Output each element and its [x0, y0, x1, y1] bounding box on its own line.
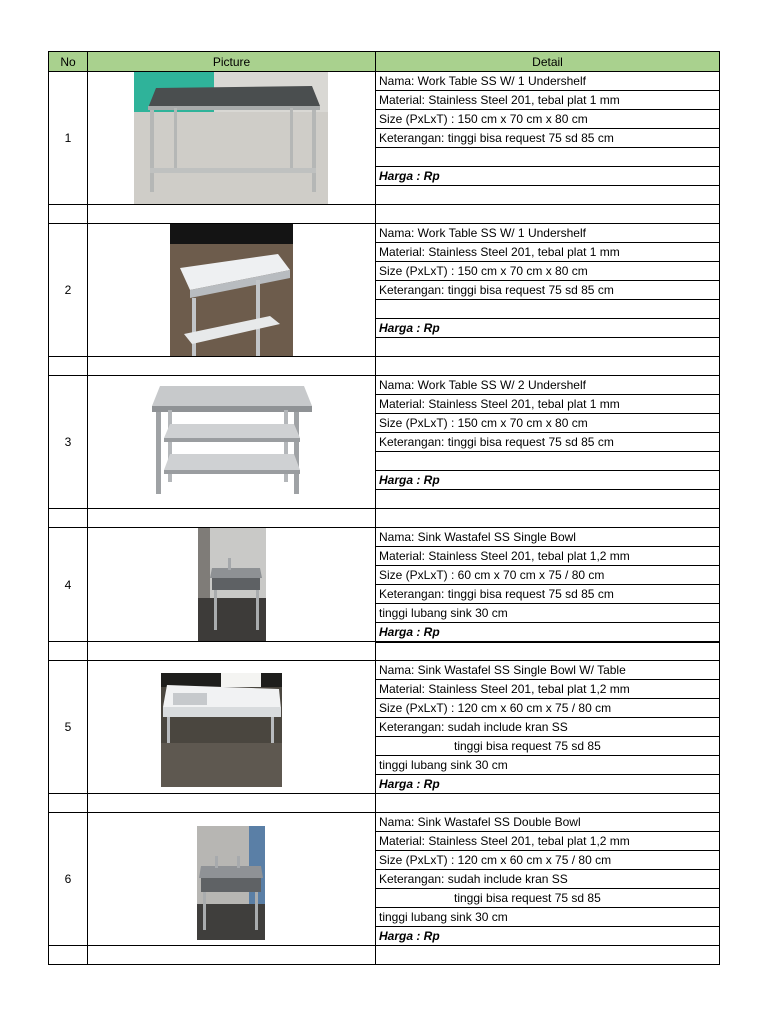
- detail-line: Keterangan: tinggi bisa request 75 sd 85 cm: [376, 129, 720, 148]
- detail-line: [376, 186, 720, 205]
- spacer-row: [49, 642, 720, 661]
- detail-line: Material: Stainless Steel 201, tebal plat 1,2 mm: [376, 680, 720, 699]
- table-row: [49, 528, 720, 547]
- table-row: [49, 224, 720, 243]
- detail-line: Keterangan: tinggi bisa request 75 sd 85 cm: [376, 281, 720, 300]
- detail-line: Nama: Sink Wastafel SS Double Bowl: [376, 813, 720, 832]
- price-line: Harga : Rp: [376, 167, 720, 186]
- product-photo: [170, 224, 293, 357]
- detail-line: tinggi lubang sink 30 cm: [376, 604, 720, 623]
- detail-line: tinggi bisa request 75 sd 85: [376, 889, 720, 908]
- item-number: 2: [49, 224, 88, 357]
- spacer-row: [49, 946, 720, 965]
- header-no: No: [49, 52, 88, 72]
- product-picture-cell: [88, 376, 376, 509]
- product-photo: [198, 528, 266, 642]
- price-line: Harga : Rp: [376, 471, 720, 490]
- detail-line: Nama: Work Table SS W/ 1 Undershelf: [376, 72, 720, 91]
- detail-line: tinggi bisa request 75 sd 85: [376, 737, 720, 756]
- detail-line: Nama: Work Table SS W/ 1 Undershelf: [376, 224, 720, 243]
- product-table: [48, 51, 719, 965]
- product-picture-cell: [88, 224, 376, 357]
- price-line: Harga : Rp: [376, 623, 720, 642]
- table-row: [49, 661, 720, 680]
- detail-line: Keterangan: tinggi bisa request 75 sd 85 cm: [376, 585, 720, 604]
- product-picture-cell: [88, 661, 376, 794]
- item-number: 3: [49, 376, 88, 509]
- product-photo: [134, 72, 328, 205]
- detail-line: Size (PxLxT) : 120 cm x 60 cm x 75 / 80 cm: [376, 699, 720, 718]
- detail-line: Size (PxLxT) : 150 cm x 70 cm x 80 cm: [376, 110, 720, 129]
- detail-line: tinggi lubang sink 30 cm: [376, 756, 720, 775]
- header-picture: Picture: [88, 52, 376, 72]
- product-picture-cell: [88, 528, 376, 642]
- detail-line: [376, 490, 720, 509]
- item-number: 6: [49, 813, 88, 946]
- detail-line: Size (PxLxT) : 120 cm x 60 cm x 75 / 80 cm: [376, 851, 720, 870]
- price-line: Harga : Rp: [376, 775, 720, 794]
- detail-line: [376, 338, 720, 357]
- product-photo: [144, 380, 320, 509]
- detail-line: [376, 300, 720, 319]
- detail-line: Nama: Sink Wastafel SS Single Bowl: [376, 528, 720, 547]
- detail-line: Material: Stainless Steel 201, tebal plat 1,2 mm: [376, 832, 720, 851]
- product-picture-cell: [88, 72, 376, 205]
- detail-line: Keterangan: tinggi bisa request 75 sd 85 cm: [376, 433, 720, 452]
- detail-line: Nama: Sink Wastafel SS Single Bowl W/ Table: [376, 661, 720, 680]
- header-detail: Detail: [376, 52, 720, 72]
- detail-line: Size (PxLxT) : 60 cm x 70 cm x 75 / 80 cm: [376, 566, 720, 585]
- price-line: Harga : Rp: [376, 927, 720, 946]
- detail-line: Keterangan: sudah include kran SS: [376, 870, 720, 889]
- detail-line: tinggi lubang sink 30 cm: [376, 908, 720, 927]
- detail-line: Material: Stainless Steel 201, tebal plat 1,2 mm: [376, 547, 720, 566]
- table-row: [49, 72, 720, 91]
- price-line: Harga : Rp: [376, 319, 720, 338]
- detail-line: Nama: Work Table SS W/ 2 Undershelf: [376, 376, 720, 395]
- detail-line: [376, 452, 720, 471]
- detail-line: Keterangan: sudah include kran SS: [376, 718, 720, 737]
- detail-line: Material: Stainless Steel 201, tebal plat 1 mm: [376, 243, 720, 262]
- product-picture-cell: [88, 813, 376, 946]
- spacer-row: [49, 794, 720, 813]
- product-photo: [161, 673, 282, 787]
- spacer-row: [49, 357, 720, 376]
- table-row: [49, 376, 720, 395]
- detail-line: Material: Stainless Steel 201, tebal plat 1 mm: [376, 395, 720, 414]
- item-number: 1: [49, 72, 88, 205]
- detail-line: [376, 148, 720, 167]
- spacer-row: [49, 205, 720, 224]
- detail-line: Size (PxLxT) : 150 cm x 70 cm x 80 cm: [376, 262, 720, 281]
- detail-line: Material: Stainless Steel 201, tebal plat 1 mm: [376, 91, 720, 110]
- spacer-row: [49, 509, 720, 528]
- item-number: 5: [49, 661, 88, 794]
- detail-line: Size (PxLxT) : 150 cm x 70 cm x 80 cm: [376, 414, 720, 433]
- item-number: 4: [49, 528, 88, 642]
- table-row: [49, 813, 720, 832]
- product-photo: [197, 826, 265, 940]
